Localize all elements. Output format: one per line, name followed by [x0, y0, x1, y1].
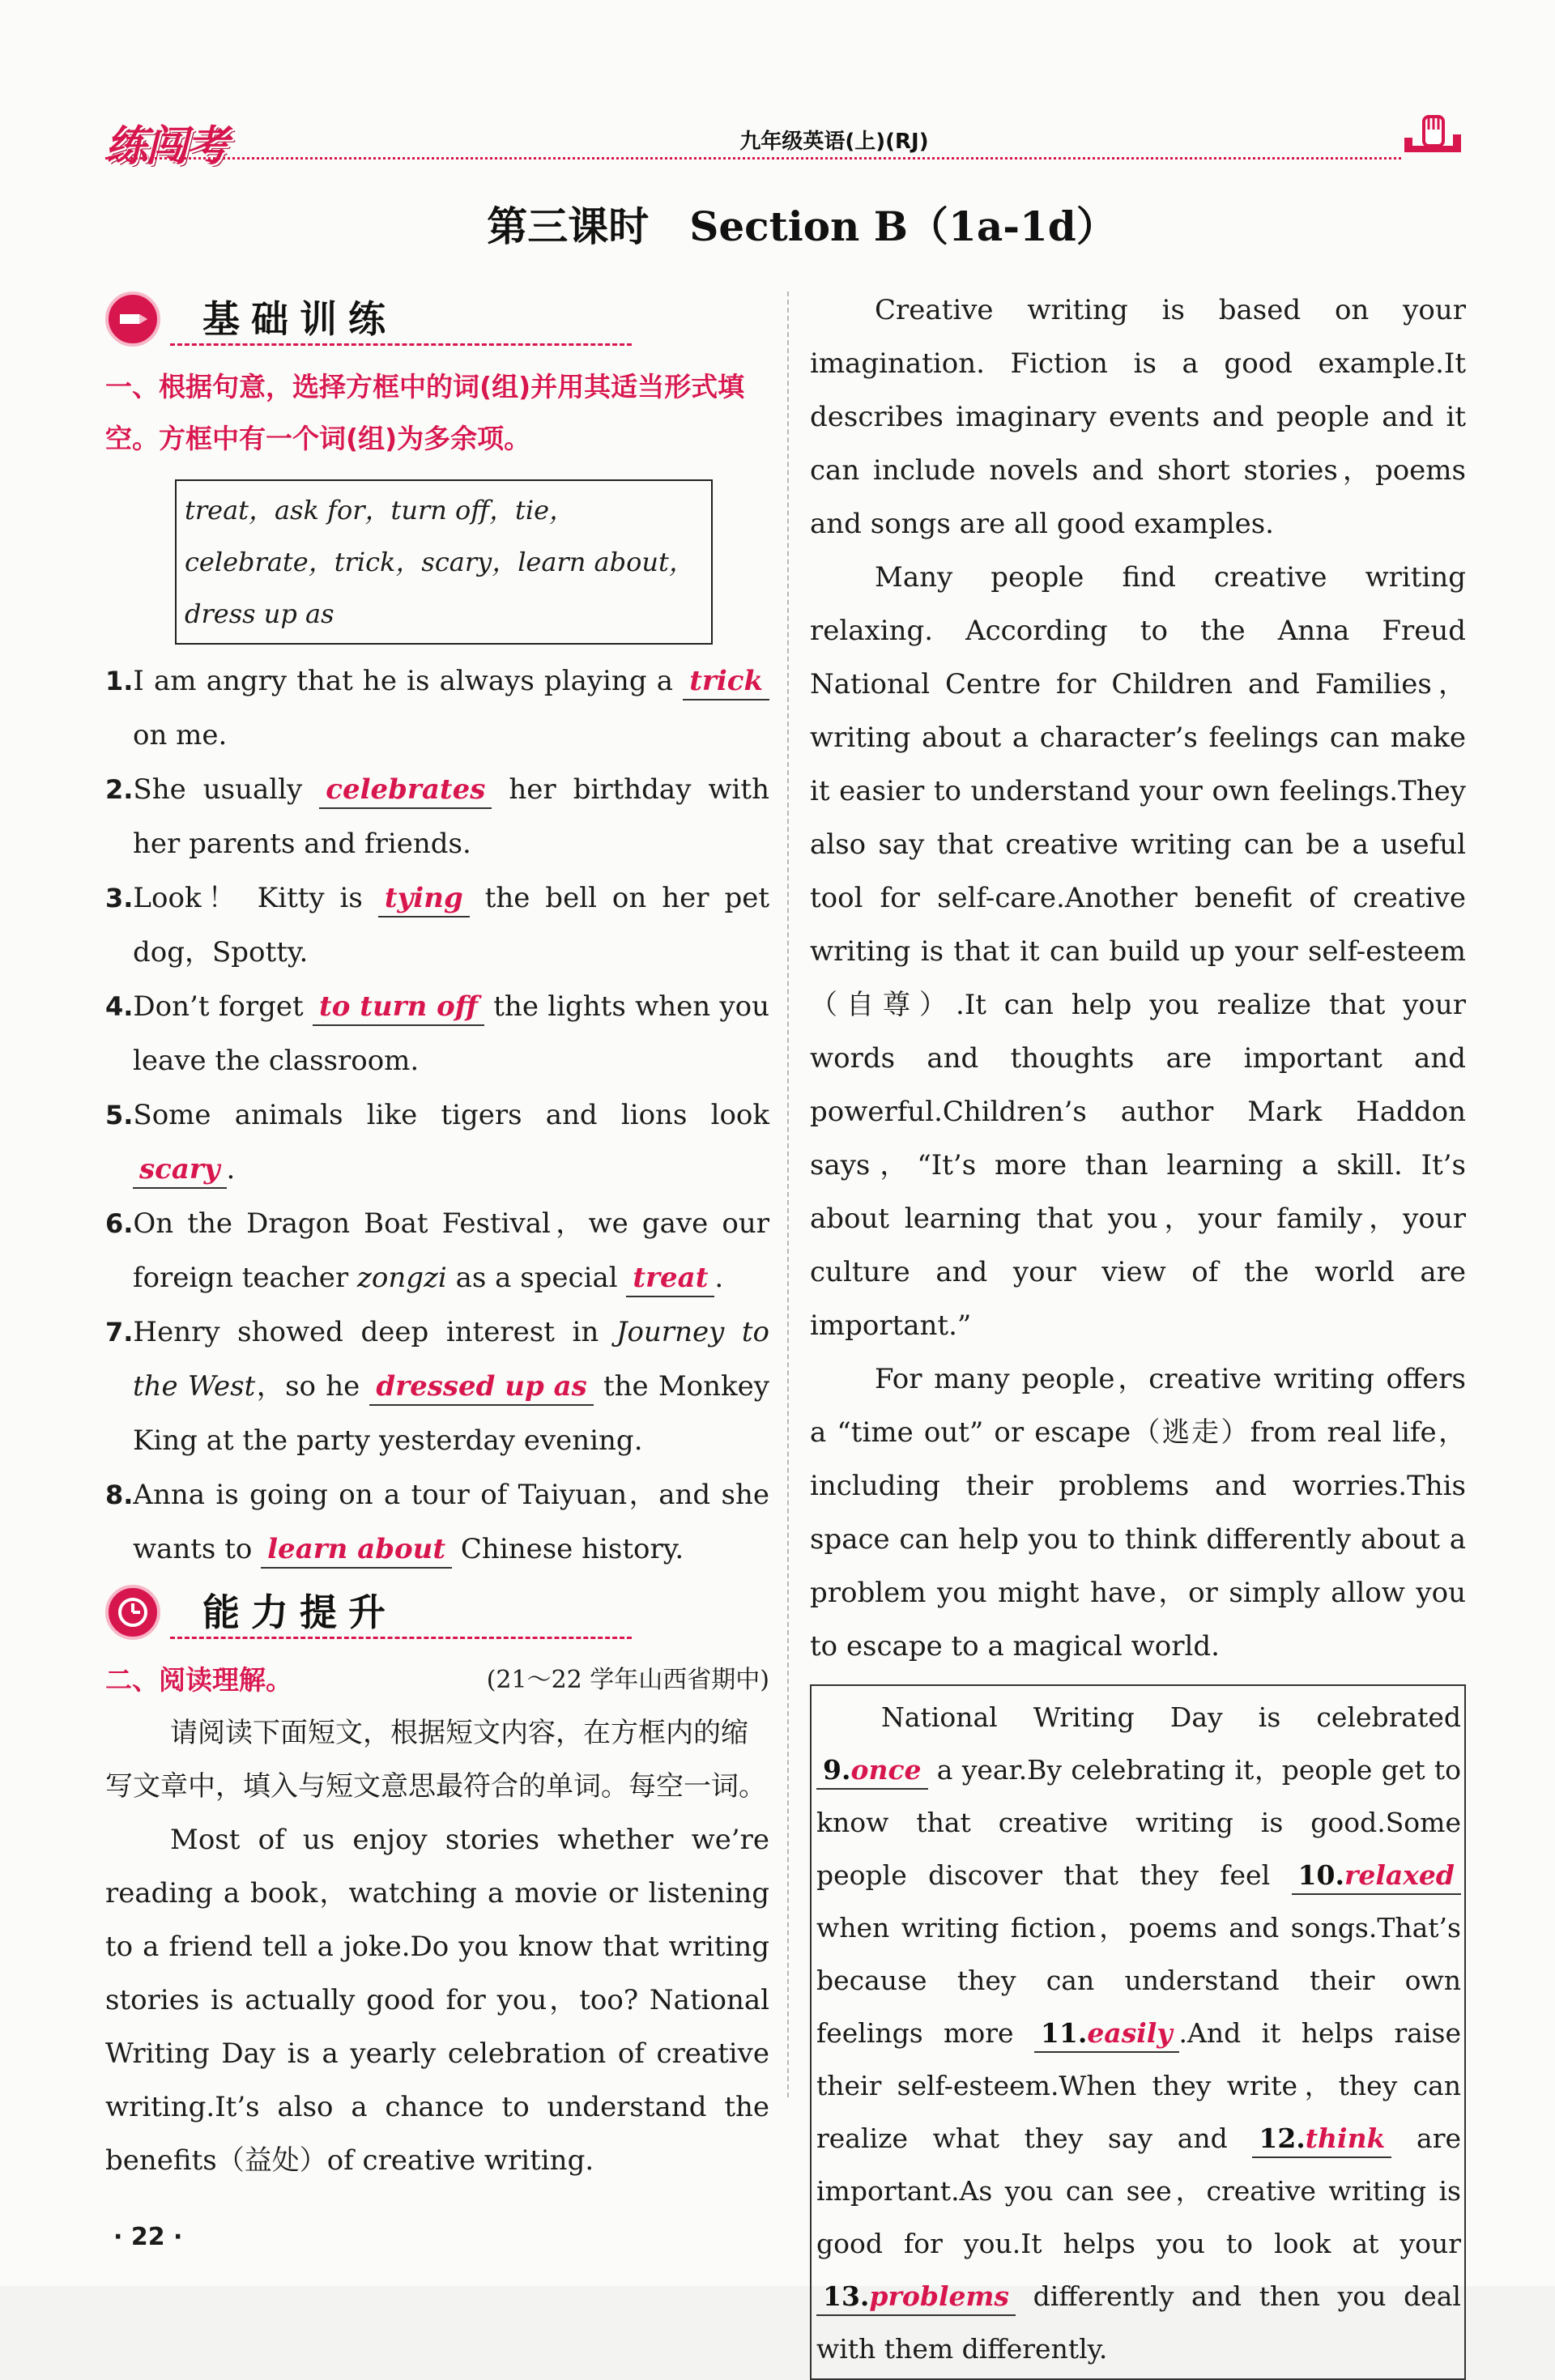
blank-number: 9.	[823, 1754, 851, 1786]
italic-term: Journey to the West	[133, 1316, 769, 1403]
question-number: 7.	[105, 1317, 134, 1348]
section-rule	[170, 343, 632, 346]
blank-answer: think	[1305, 2122, 1386, 2154]
question-text: the Monkey King at the party yesterday evening.	[133, 1370, 769, 1457]
question-text: Henry showed deep interest in	[133, 1316, 616, 1348]
brand-logo: 练闯考	[105, 122, 228, 171]
question-number: 5.	[105, 1100, 134, 1130]
question-number: 3.	[105, 883, 134, 913]
passage-paragraph: For many people，creative writing offers a “time out” or escape（逃走）from real life，including their problems and worries.This space can help you to think differently about a problem you might have，or simply allow you to escape to a magical world.	[810, 1363, 1466, 1663]
question-text: the bell on her pet dog，Spotty.	[133, 882, 769, 969]
source-note: (21～22 学年山西省期中)	[486, 1666, 769, 1694]
question-text: I am angry that he is always playing a	[133, 665, 684, 697]
column-divider	[787, 292, 789, 2097]
passage-paragraph: Creative writing is based on your imagination. Fiction is a good example.It describes imaginary events and people and it can include novels and short stories，poems and songs are all good examples.	[810, 294, 1466, 540]
summary-text: when writing fiction，poems and songs.That’s because they can understand their own feelings more	[816, 1912, 1461, 2049]
question-text: as a special	[446, 1262, 627, 1294]
question-text: ，so he	[255, 1370, 370, 1403]
lesson-title: 第三课时 Section B（1a-1d）	[487, 202, 1117, 250]
summary-text: are important.As you can see，creative writing is good for you.It helps you to look at your	[816, 2122, 1462, 2259]
blank-answer: problems	[869, 2280, 1009, 2312]
answer-blank[interactable]	[1292, 1858, 1461, 1895]
pencil-badge-icon	[105, 292, 160, 347]
question-item	[105, 871, 769, 980]
section-rule	[170, 1637, 632, 1639]
question-text: .	[714, 1262, 724, 1294]
left-column	[105, 283, 769, 2187]
question-text: She usually	[133, 773, 320, 806]
question-text: .	[226, 1153, 236, 1186]
summary-text: differently and then you deal with them differently.	[816, 2280, 1461, 2365]
blank-answer: once	[850, 1754, 922, 1786]
question-text: Some animals like tigers and lions look	[133, 1099, 769, 1131]
answer-blank[interactable]	[816, 1752, 928, 1790]
answer-blank[interactable]: dressed up as	[369, 1369, 593, 1406]
question-item	[105, 1468, 769, 1577]
answer-blank[interactable]	[1034, 2016, 1179, 2053]
question-text: On the Dragon Boat Festival，we gave our foreign teacher	[133, 1207, 769, 1294]
blank-number: 11.	[1040, 2017, 1088, 2049]
header-divider	[105, 157, 1401, 160]
reading-title: 二、阅读理解。	[105, 1664, 292, 1696]
answer-blank[interactable]	[816, 2279, 1016, 2316]
blank-answer: easily	[1087, 2017, 1173, 2049]
summary-text: National Writing Day is celebrated	[881, 1701, 1461, 1733]
question-text: Don’t forget	[133, 990, 313, 1023]
blank-number: 12.	[1259, 2122, 1306, 2154]
answer-blank[interactable]: to turn off	[313, 989, 484, 1026]
word-bank: treat，ask for，turn off，tie，celebrate，trick，scary，learn about，dress up as	[175, 479, 713, 645]
question-text: Chinese history.	[452, 1533, 684, 1565]
question-text: Look！ Kitty is	[133, 882, 378, 914]
question-number: 2.	[105, 774, 134, 805]
blank-answer: relaxed	[1344, 1859, 1455, 1891]
answer-blank[interactable]: tying	[378, 880, 470, 918]
question-number: 6.	[105, 1208, 134, 1239]
question-text: Anna is going on a tour of Taiyuan，and she wants to	[133, 1479, 769, 1565]
fist-icon	[1401, 105, 1466, 162]
exercise-instruction: 一、根据句意，选择方框中的词(组)并用其适当形式填空。方框中有一个词(组)为多余项。	[105, 371, 745, 454]
question-item	[105, 1197, 769, 1305]
answer-blank[interactable]: treat	[626, 1260, 714, 1297]
reading-instruction: 请阅读下面短文，根据短文内容，在方框内的缩写文章中，填入与短文意思最符合的单词。每空一词。	[105, 1717, 766, 1803]
italic-term: zongzi	[356, 1262, 447, 1294]
summary-text: a year.By celebrating it，people get to know that creative writing is good.Some people discover that they feel	[816, 1754, 1461, 1891]
passage-paragraph: Many people find creative writing relaxing. According to the Anna Freud National Centre for Children and Families，writing about a character’s feelings can make it easier to understand your own feelings.They also say that creative writing can be a useful tool for self-care.Another benefit of creative writing is that it can build up your self-esteem（自尊）.It can help you realize that your words and thoughts are important and powerful.Children’s author Mark Haddon says，“It’s more than learning a skill. It’s about learning that you，your family，your culture and your view of the world are important.”	[810, 561, 1466, 1342]
reading-heading	[105, 1654, 769, 1706]
question-item	[105, 1305, 769, 1468]
question-list	[105, 654, 769, 1577]
section-header-basic	[105, 288, 769, 353]
question-text: her birthday with her parents and friends.	[133, 773, 769, 860]
question-item	[105, 980, 769, 1088]
question-item	[105, 763, 769, 871]
answer-blank[interactable]: celebrates	[319, 772, 492, 809]
section-label: 能力提升	[202, 1590, 397, 1634]
answer-blank[interactable]	[1252, 2121, 1391, 2158]
summary-box	[810, 1684, 1466, 2380]
question-item	[105, 654, 769, 763]
answer-blank[interactable]: learn about	[261, 1531, 452, 1569]
clock-badge-icon	[105, 1585, 160, 1640]
answer-blank[interactable]: trick	[683, 663, 769, 700]
blank-number: 10.	[1297, 1859, 1344, 1891]
question-text: the lights when you leave the classroom.	[133, 990, 769, 1077]
question-number: 1.	[105, 666, 134, 696]
right-column	[810, 283, 1466, 2380]
answer-blank[interactable]: scary	[133, 1152, 227, 1189]
page-number: · 22 ·	[113, 2223, 183, 2251]
question-number: 4.	[105, 991, 134, 1022]
section-label: 基础训练	[202, 297, 397, 341]
book-title: 九年级英语(上)(RJ)	[739, 130, 929, 154]
section-header-advanced	[105, 1582, 769, 1646]
passage-paragraph: Most of us enjoy stories whether we’re reading a book，watching a movie or listening to a friend tell a joke.Do you know that writing stories is actually good for you，too? National Writing Day is a yearly celebration of creative writing.It’s also a chance to understand the benefits（益处）of creative writing.	[105, 1824, 769, 2177]
question-item	[105, 1088, 769, 1197]
question-text: on me.	[133, 719, 228, 751]
blank-number: 13.	[823, 2280, 870, 2312]
page-header	[105, 105, 1466, 171]
question-number: 8.	[105, 1480, 134, 1510]
summary-text: .And it helps raise their self-esteem.When they write，they can realize what they say and	[816, 2017, 1461, 2154]
